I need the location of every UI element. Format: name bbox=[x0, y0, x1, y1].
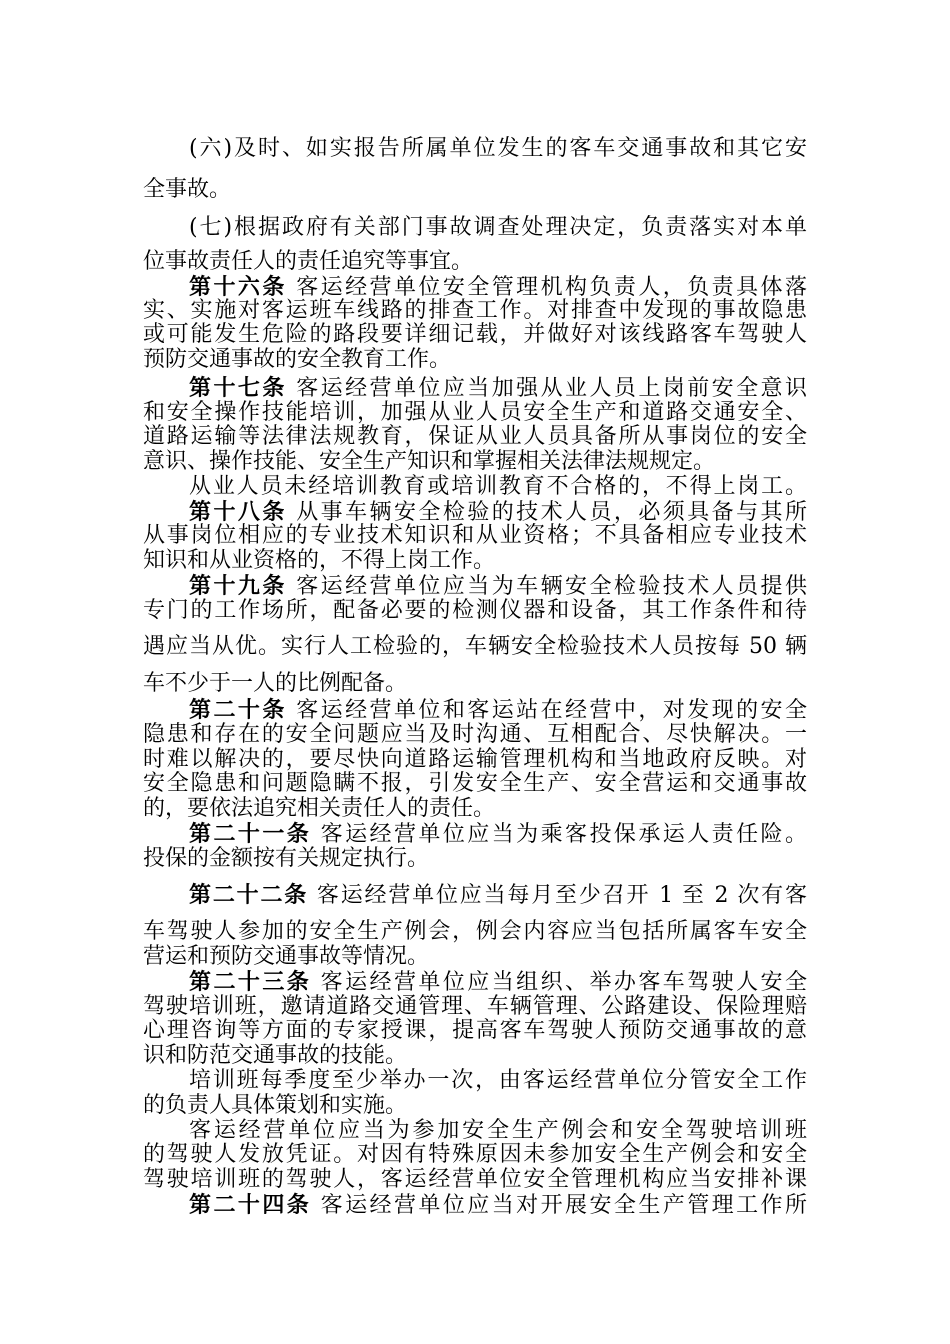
text-line: 时难以解决的，要尽快向道路运输管理机构和当地政府反映。对 bbox=[143, 747, 807, 772]
article-line bbox=[189, 969, 807, 996]
text-line: (七)根据政府有关部门事故调查处理决定，负责落实对本单 bbox=[189, 215, 807, 240]
article-text: 客运经营单位应当加强从业人员上岗前安全意识 bbox=[286, 376, 807, 401]
article-text: 客运经营单位应当组织、举办客车驾驶人安全 bbox=[311, 970, 807, 995]
text-line: 的负责人具体策划和实施。 bbox=[143, 1093, 408, 1118]
article-line bbox=[189, 499, 807, 526]
article-heading: 第二十条 bbox=[189, 697, 287, 723]
article-heading: 第二十三条 bbox=[189, 969, 312, 995]
article-heading: 第十六条 bbox=[189, 274, 287, 300]
article-line bbox=[189, 274, 807, 301]
text-line: 全事故。 bbox=[143, 177, 232, 202]
text-line: 营运和预防交通事故等情况。 bbox=[143, 944, 430, 969]
article-line bbox=[189, 375, 807, 402]
article-line bbox=[189, 1192, 807, 1219]
text-line: 意识、操作技能、安全生产知识和掌握相关法律法规规定。 bbox=[143, 449, 716, 474]
article-heading: 第十九条 bbox=[189, 573, 287, 599]
text-line: 车不少于一人的比例配备。 bbox=[143, 671, 408, 696]
text-line: 或可能发生危险的路段要详细记载，并做好对该线路客车驾驶人 bbox=[143, 322, 807, 347]
text-line: 车驾驶人参加的安全生产例会，例会内容应当包括所属客车安全 bbox=[143, 919, 807, 944]
text-line: 从事岗位相应的专业技术知识和从业资格；不具备相应专业技术 bbox=[143, 523, 807, 548]
article-text: 客运经营单位应当每月至少召开 1 至 2 次有客 bbox=[308, 883, 807, 908]
text-line: 从业人员未经培训教育或培训教育不合格的，不得上岗工。 bbox=[189, 474, 807, 499]
article-text: 客运经营单位应当为乘客投保承运人责任险。 bbox=[311, 822, 807, 847]
article-text: 客运经营单位应当为车辆安全检验技术人员提供 bbox=[286, 574, 807, 599]
article-heading: 第十八条 bbox=[189, 499, 287, 525]
text-line: 知识和从业资格的，不得上岗工作。 bbox=[143, 548, 496, 573]
article-text: 客运经营单位应当对开展安全生产管理工作所 bbox=[311, 1193, 807, 1218]
text-line: 培训班每季度至少举办一次，由客运经营单位分管安全工作 bbox=[189, 1068, 807, 1093]
article-line bbox=[189, 573, 807, 600]
article-text: 从事车辆安全检验的技术人员，必须具备与其所 bbox=[286, 500, 807, 525]
text-line: 客运经营单位应当为参加安全生产例会和安全驾驶培训班 bbox=[189, 1118, 807, 1143]
text-line: 驾驶培训班的驾驶人，客运经营单位安全管理机构应当安排补课 bbox=[143, 1167, 807, 1192]
article-line bbox=[189, 697, 807, 724]
text-line: 安全隐患和问题隐瞒不报，引发安全生产、安全营运和交通事故 bbox=[143, 771, 807, 796]
text-line: 遇应当从优。实行人工检验的，车辆安全检验技术人员按每 50 辆 bbox=[143, 634, 807, 659]
text-line: 驾驶培训班，邀请道路交通管理、车辆管理、公路建设、保险理赔 bbox=[143, 994, 807, 1019]
article-heading: 第十七条 bbox=[189, 375, 287, 401]
article-heading: 第二十一条 bbox=[189, 821, 312, 847]
article-text: 客运经营单位和客运站在经营中，对发现的安全 bbox=[286, 698, 807, 723]
text-line: 识和防范交通事故的技能。 bbox=[143, 1043, 408, 1068]
article-line bbox=[189, 882, 807, 909]
text-line: 实、实施对客运班车线路的排查工作。对排查中发现的事故隐患 bbox=[143, 298, 807, 323]
text-line: 道路运输等法律法规教育，保证从业人员具备所从事岗位的安全 bbox=[143, 424, 807, 449]
article-heading: 第二十四条 bbox=[189, 1192, 312, 1218]
article-heading: 第二十二条 bbox=[189, 882, 309, 908]
article-text: 客运经营单位安全管理机构负责人，负责具体落 bbox=[286, 275, 807, 300]
text-line: (六)及时、如实报告所属单位发生的客车交通事故和其它安 bbox=[189, 136, 807, 161]
text-line: 心理咨询等方面的专家授课，提高客车驾驶人预防交通事故的意 bbox=[143, 1018, 807, 1043]
text-line: 预防交通事故的安全教育工作。 bbox=[143, 347, 452, 372]
text-line: 专门的工作场所，配备必要的检测仪器和设备，其工作条件和待 bbox=[143, 598, 807, 623]
article-line bbox=[189, 821, 807, 848]
text-line: 隐患和存在的安全问题应当及时沟通、互相配合、尽快解决。一 bbox=[143, 722, 807, 747]
text-line: 的驾驶人发放凭证。对因有特殊原因未参加安全生产例会和安全 bbox=[143, 1142, 807, 1167]
text-line: 的，要依法追究相关责任人的责任。 bbox=[143, 796, 496, 821]
text-line: 和安全操作技能培训，加强从业人员安全生产和道路交通安全、 bbox=[143, 400, 807, 425]
text-line: 投保的金额按有关规定执行。 bbox=[143, 846, 430, 871]
text-line: 位事故责任人的责任追究等事宜。 bbox=[143, 249, 474, 274]
